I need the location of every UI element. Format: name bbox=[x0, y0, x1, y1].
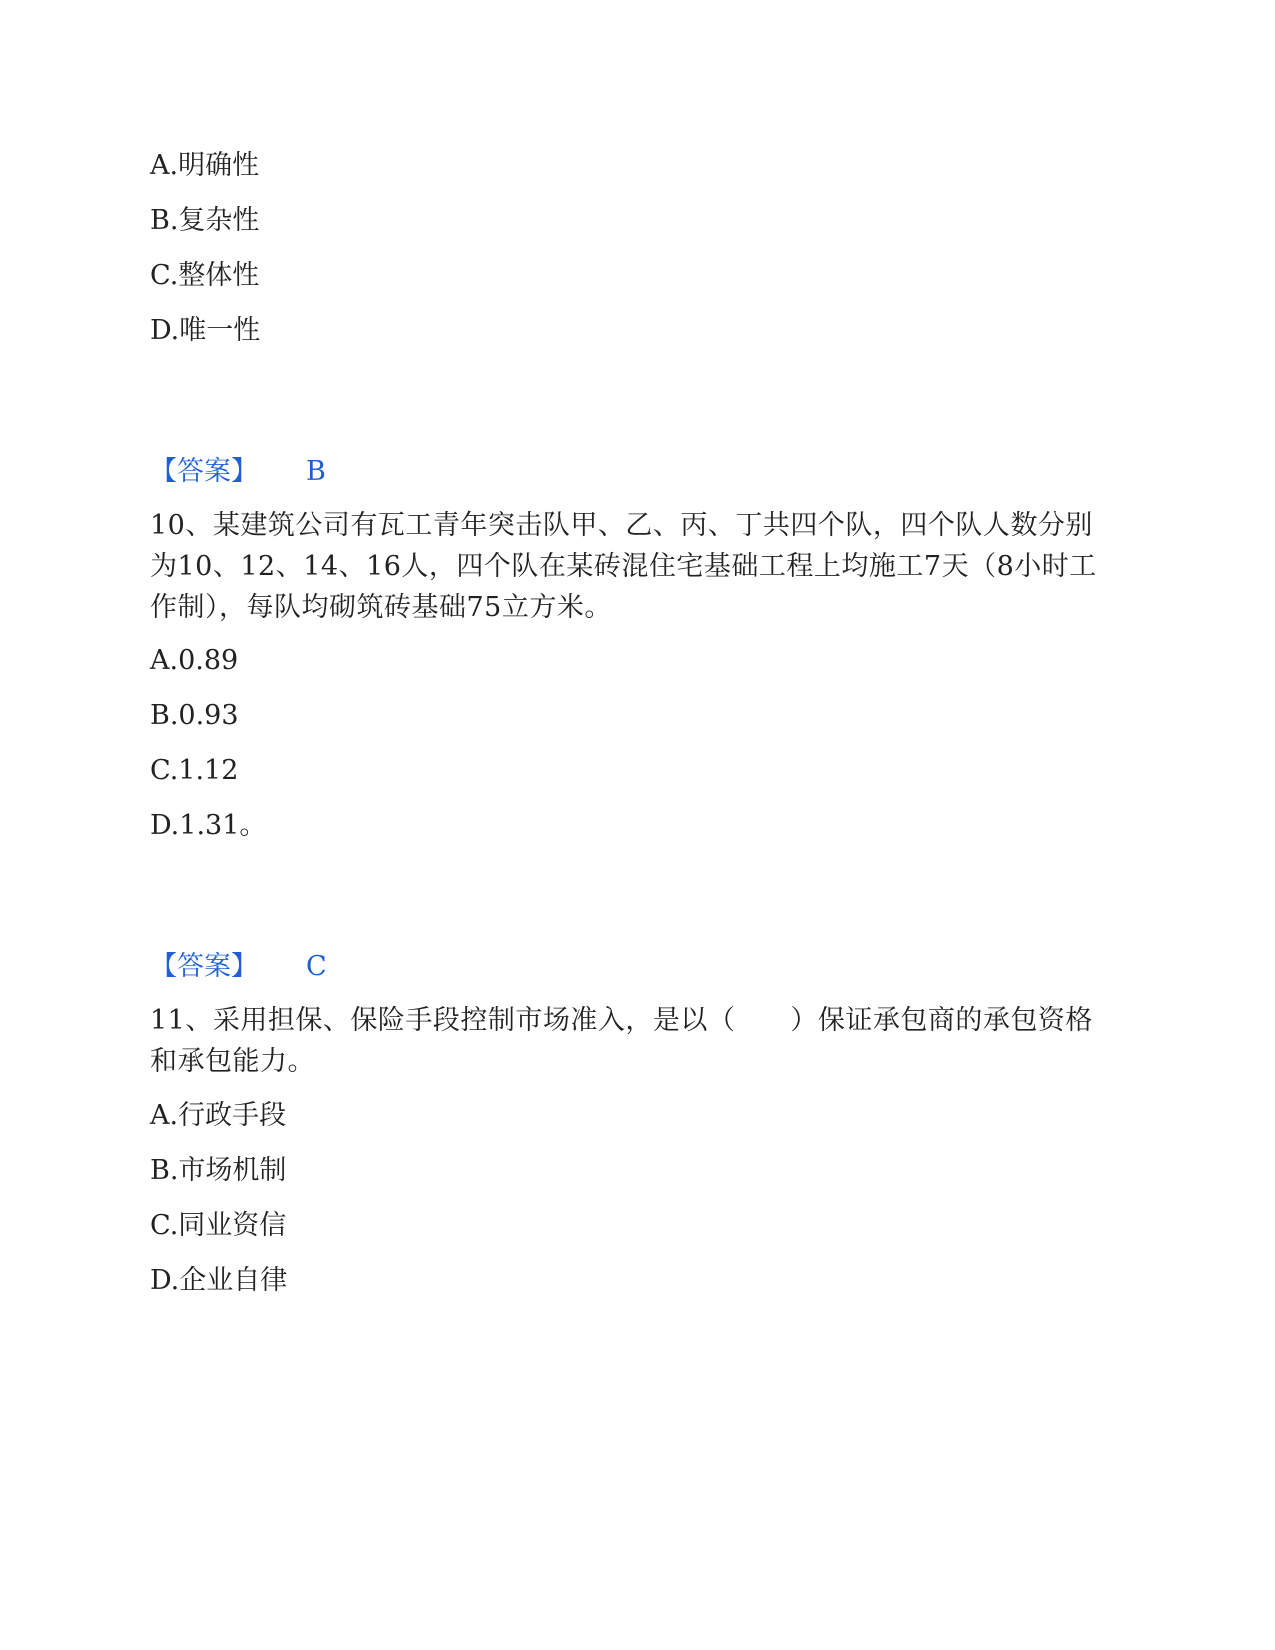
q9-option-b: B.复杂性 bbox=[150, 205, 260, 236]
q11-option-d: D.企业自律 bbox=[150, 1265, 288, 1296]
q10-option-b: B.0.93 bbox=[150, 700, 239, 731]
q10-option-c: C.1.12 bbox=[150, 755, 239, 786]
q11-option-a: A.行政手段 bbox=[150, 1100, 287, 1131]
answer-label: 【答案】 bbox=[150, 456, 258, 487]
q10-option-d: D.1.31。 bbox=[150, 810, 267, 841]
answer-value: B bbox=[306, 456, 326, 487]
q9-option-c: C.整体性 bbox=[150, 260, 260, 291]
q10-question: 10、某建筑公司有瓦工青年突击队甲、乙、丙、丁共四个队，四个队人数分别为10、12、14、16人，四个队在某砖混住宅基础工程上均施工7天（8小时工作制），每队均砌筑砖基础75立方米。 bbox=[150, 510, 1097, 623]
q11-question: 11、采用担保、保险手段控制市场准入，是以（ ）保证承包商的承包资格和承包能力。 bbox=[150, 1005, 1093, 1077]
q9-option-a: A.明确性 bbox=[150, 150, 260, 181]
q9-answer bbox=[150, 452, 326, 492]
q11-option-b: B.市场机制 bbox=[150, 1155, 287, 1186]
answer-value: C bbox=[306, 951, 327, 982]
q9-option-d: D.唯一性 bbox=[150, 315, 261, 346]
q10-answer bbox=[150, 947, 327, 987]
answer-label: 【答案】 bbox=[150, 951, 258, 982]
q11-option-c: C.同业资信 bbox=[150, 1210, 287, 1241]
q10-option-a: A.0.89 bbox=[150, 645, 239, 676]
